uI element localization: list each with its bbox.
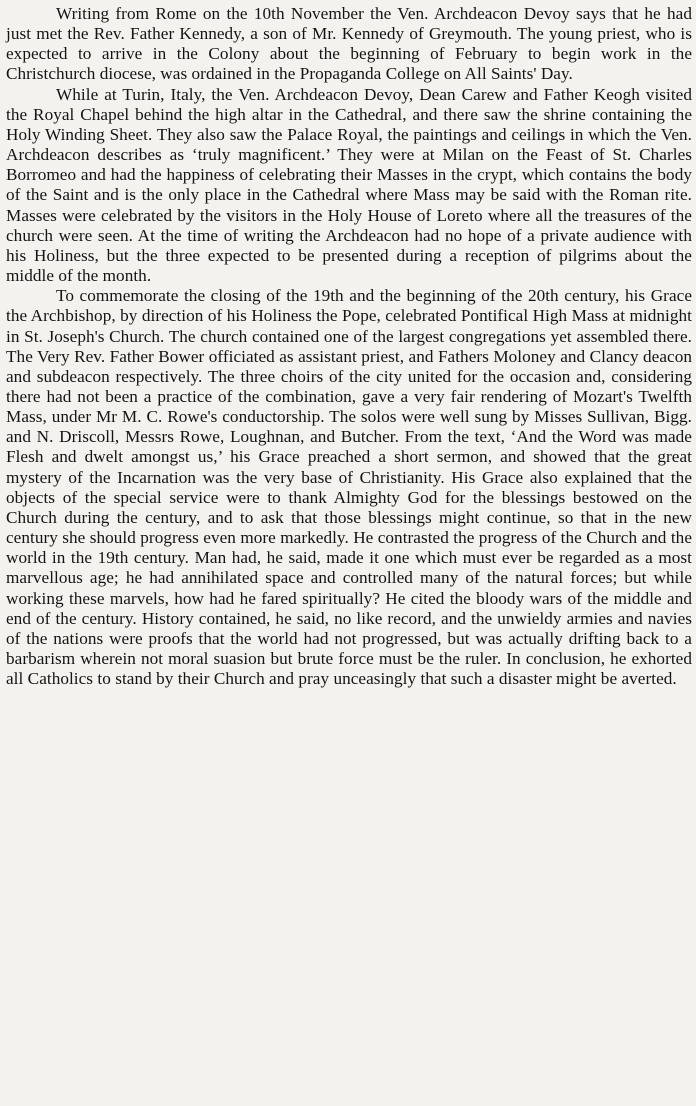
paragraph-turin-visit: While at Turin, Italy, the Ven. Archdeacon Devoy, Dean Carew and Father Keogh visited the Royal Chapel behind the high altar in the Cathedral, and there saw the shrine containing the Holy Winding Sheet. They also saw the Palace Royal, the paintings and ceilings in which the Ven. Archdeacon describes as ‘truly magnificent.’ They were at Milan on the Feast of St. Charles Borromeo and had the happiness of celebrating their Masses in the crypt, which contains the body of the Saint and is the only place in the Cathedral where Mass may be said with the Roman rite. Masses were celebrated by the visitors in the Holy House of Loreto where all the treasures of the church were seen. At the time of writing the Archdeacon had no hope of a private audience with his Holiness, but the three expected to be presented during a reception of pilgrims about the middle of the month. — [6, 84, 692, 286]
article-column — [6, 4, 692, 689]
paragraph-new-century-mass: To commemorate the closing of the 19th and the beginning of the 20th century, his Grace the Archbishop, by direction of his Holiness the Pope, celebrated Pontifical High Mass at midnight in St. Joseph's Church. The church contained one of the largest congregations yet assembled there. The Very Rev. Father Bower officiated as assistant priest, and Fathers Moloney and Clancy deacon and subdeacon respectively. The three choirs of the city united for the occasion and, considering there had not been a practice of the combination, gave a very fair rendering of Mozart's Twelfth Mass, under Mr M. C. Rowe's conductorship. The solos were well sung by Misses Sullivan, Bigg. and N. Driscoll, Messrs Rowe, Loughnan, and Butcher. From the text, ‘And the Word was made Flesh and dwelt amongst us,’ his Grace preached a short sermon, and showed that the great mystery of the Incarnation was the very base of Christianity. His Grace also explained that the objects of the special service were to thank Almighty God for the blessings bestowed on the Church during the century, and to ask that those blessings might continue, so that in the new century she should progress even more markedly. He contrasted the progress of the Church and the world in the 19th century. Man had, he said, made it one which must ever be regarded as a most marvellous age; he had annihilated space and controlled many of the natural forces; but while working these marvels, how had he fared spiritually? He cited the bloody wars of the middle and end of the century. History contained, he said, no like record, and the unwieldy armies and navies of the nations were proofs that the world had not progressed, but was actually drifting back to a barbarism wherein not moral suasion but brute force must be the ruler. In conclusion, he exhorted all Catholics to stand by their Church and pray unceasingly that such a disaster might be averted. — [6, 286, 692, 689]
paragraph-rome-news: Writing from Rome on the 10th November the Ven. Archdeacon Devoy says that he had just met the Rev. Father Kennedy, a son of Mr. Kennedy of Greymouth. The young priest, who is expected to arrive in the Colony about the beginning of February to begin work in the Christchurch diocese, was ordained in the Propaganda College on All Saints' Day. — [6, 4, 692, 84]
